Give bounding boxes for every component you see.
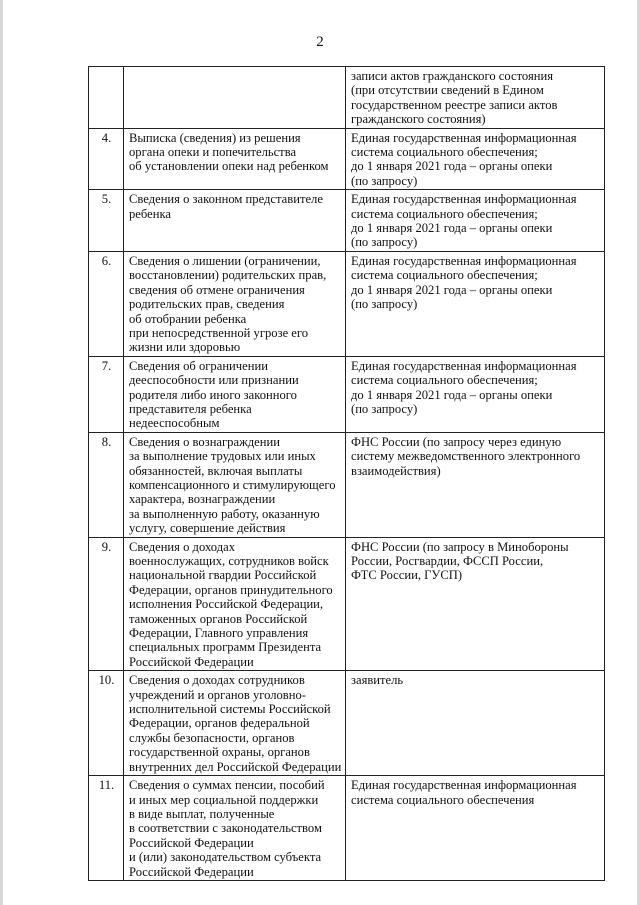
info-line: в соответствии с законодательством (129, 821, 322, 836)
source-cell (346, 190, 605, 252)
source-line: (по запросу) (351, 401, 418, 416)
info-line: дееспособности или признании (129, 373, 299, 388)
source-line: гражданского состояния) (351, 112, 486, 127)
info-line: Сведения об ограничении (129, 358, 268, 373)
table-row (89, 128, 605, 190)
source-line: (по запросу) (351, 235, 418, 250)
info-line: Российской Федерации (129, 835, 254, 850)
source-line: Единая государственная информационная (351, 778, 577, 793)
info-cell (124, 537, 346, 671)
page-number: 2 (316, 34, 324, 50)
source-line: до 1 января 2021 года – органы опеки (351, 282, 553, 297)
row-number: 9. (89, 537, 124, 671)
source-cell (346, 537, 605, 671)
source-line: до 1 января 2021 года – органы опеки (351, 387, 553, 402)
info-line: родителя либо иного законного (129, 387, 297, 402)
source-line: Единая государственная информационная (351, 130, 577, 145)
info-line: при непосредственной угрозе его (129, 325, 309, 340)
info-line: службы безопасности, органов (129, 730, 295, 745)
info-line: внутренних дел Российской Федерации (129, 759, 342, 774)
source-cell (346, 432, 605, 537)
info-line: компенсационного и стимулирующего (129, 477, 336, 492)
info-line: за выполненную работу, оказанную (129, 506, 320, 521)
source-line: ФТС России, ГУСП) (351, 568, 463, 583)
source-line: Единая государственная информационная (351, 253, 577, 268)
scan-edge-left (0, 0, 3, 905)
info-line: недееспособным (129, 416, 220, 431)
source-line: до 1 января 2021 года – органы опеки (351, 159, 553, 174)
info-line: органа опеки и попечительства (129, 145, 297, 160)
info-line: об установлении опеки над ребенком (129, 159, 329, 174)
source-line: государственном реестре записи актов (351, 97, 558, 112)
source-line: Единая государственная информационная (351, 192, 577, 207)
source-line: заявитель (351, 673, 404, 688)
info-line: национальной гвардии Российской (129, 568, 317, 583)
info-cell (124, 776, 346, 881)
table-row (89, 671, 605, 776)
source-line: система социального обеспечения; (351, 206, 538, 221)
info-line: Российской Федерации (129, 864, 254, 879)
table-body (89, 67, 605, 881)
info-cell (124, 67, 346, 129)
source-line: ФНС России (по запросу в Минобороны (351, 539, 569, 554)
info-line: жизни или здоровью (129, 340, 241, 355)
row-number: 11. (89, 776, 124, 881)
info-cell (124, 356, 346, 432)
info-line: характера, вознаграждении (129, 492, 276, 507)
source-line: (по запросу) (351, 297, 418, 312)
table-row (89, 251, 605, 356)
info-line: Федерации, органов федеральной (129, 716, 310, 731)
table-row (89, 537, 605, 671)
info-line: Сведения о лишении (ограничении, (129, 253, 321, 268)
info-line: таможенных органов Российской (129, 611, 308, 626)
source-line: до 1 января 2021 года – органы опеки (351, 221, 553, 236)
table-row (89, 432, 605, 537)
table-row (89, 67, 605, 129)
source-line: система социального обеспечения; (351, 145, 538, 160)
info-line: родительских прав, сведения (129, 297, 285, 312)
info-line: услугу, совершение действия (129, 521, 286, 536)
source-line: России, Росгвардии, ФССП России, (351, 554, 544, 568)
info-line: и иных мер социальной поддержки (129, 792, 319, 807)
info-line: восстановлении) родительских прав, (129, 268, 327, 283)
table-row (89, 776, 605, 881)
info-line: сведения об отмене ограничения (129, 282, 305, 297)
source-cell (346, 776, 605, 881)
row-number: 5. (89, 190, 124, 252)
info-line: и (или) законодательством субъекта (129, 850, 322, 865)
info-cell (124, 432, 346, 537)
info-cell (124, 251, 346, 356)
source-line: система социального обеспечения; (351, 373, 538, 388)
source-line: система социального обеспечения; (351, 268, 538, 283)
source-cell (346, 356, 605, 432)
info-line: Федерации, Главного управления (129, 626, 309, 641)
source-line: записи актов гражданского состояния (351, 69, 554, 83)
source-line: (при отсутствии сведений в Едином (351, 83, 544, 98)
row-number: 8. (89, 432, 124, 537)
info-line: Сведения о доходах (129, 539, 235, 554)
info-cell (124, 671, 346, 776)
info-cell (124, 128, 346, 190)
table-row (89, 356, 605, 432)
info-line: Сведения о законном представителе (129, 192, 323, 207)
source-cell (346, 128, 605, 190)
info-line: за выполнение трудовых или иных (129, 449, 316, 464)
row-number: 4. (89, 128, 124, 190)
info-line: государственной охраны, органов (129, 745, 310, 760)
info-line: Российской Федерации (129, 654, 254, 669)
info-line: обязанностей, включая выплаты (129, 463, 303, 478)
row-number (89, 67, 124, 129)
source-line: взаимодействия) (351, 463, 441, 478)
source-cell (346, 671, 605, 776)
info-line: Выписка (сведения) из решения (129, 130, 301, 145)
info-line: Федерации, органов принудительного (129, 582, 333, 597)
source-line: Единая государственная информационная (351, 358, 577, 373)
row-number: 6. (89, 251, 124, 356)
row-number: 7. (89, 356, 124, 432)
document-table (88, 66, 605, 881)
info-line: Сведения о доходах сотрудников (129, 673, 305, 688)
info-cell (124, 190, 346, 252)
row-number: 10. (89, 671, 124, 776)
info-line: об отобрании ребенка (129, 311, 247, 326)
source-cell (346, 67, 605, 129)
info-line: исполнительной системы Российской (129, 702, 331, 717)
source-line: систему межведомственного электронного (351, 449, 581, 464)
info-line: учреждений и органов уголовно- (129, 687, 306, 702)
info-line: исполнения Российской Федерации, (129, 597, 324, 612)
source-cell (346, 251, 605, 356)
info-line: Сведения о вознаграждении (129, 434, 280, 449)
info-line: в виде выплат, полученные (129, 806, 275, 821)
info-line: Сведения о суммах пенсии, пособий (129, 778, 325, 793)
info-line: военнослужащих, сотрудников войск (129, 554, 329, 568)
table-row (89, 190, 605, 252)
source-line: (по запросу) (351, 173, 418, 188)
info-line: специальных программ Президента (129, 640, 322, 655)
info-line: ребенка (129, 206, 171, 221)
info-line: представителя ребенка (129, 401, 252, 416)
source-line: система социального обеспечения (351, 792, 535, 807)
source-line: ФНС России (по запросу через единую (351, 434, 562, 449)
